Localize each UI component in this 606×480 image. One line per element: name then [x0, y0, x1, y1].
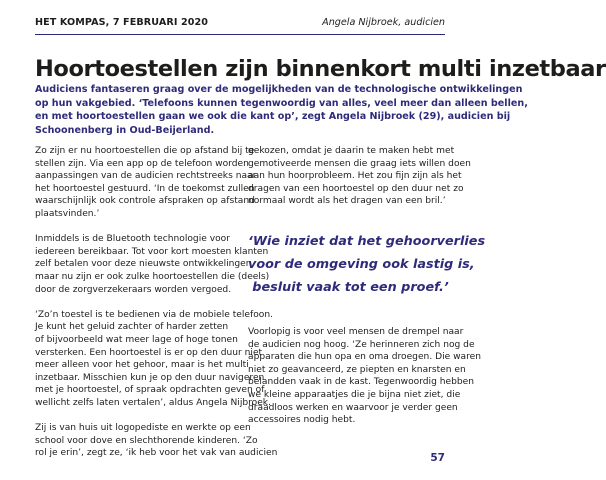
text-line: waarschijnlijk ook controle afspraken op afstand: [35, 196, 255, 207]
text-line: draadloos werken en waarvoor je verder geen: [248, 402, 458, 413]
text-line: besluit vaak tot een proef.’: [252, 279, 449, 295]
text-line: aanpassingen van de audicien rechtstreeks naar: [35, 171, 257, 182]
text-line: iedereen bereikbaar. Tot voor kort moesten klanten: [35, 246, 269, 257]
text-line: maar nu zijn er ook zulke hoortoestellen die (deels): [35, 271, 270, 282]
article-title: Hoortoestellen zijn binnenkort multi inzetbaar: [35, 56, 606, 82]
text-line: meer alleen voor het gehoor, maar is het multi: [35, 360, 249, 371]
text-line: zelf betalen voor deze nieuwste ontwikkelingen,: [35, 259, 255, 270]
text-line: gekozen, omdat je daarin te maken hebt met: [248, 146, 455, 156]
text-line: Je kunt het geluid zachter of harder zetten: [35, 322, 229, 333]
text-line: school voor dove en slechthorende kinderen. ‘Zo: [35, 435, 258, 446]
text-line: stellen zijn. Via een app op de telefoon worden: [35, 158, 249, 169]
text-line: Audiciens fantaseren graag over de mogelijkheden van de technologische ontwikkelingen: [35, 84, 523, 95]
right-column-top: [248, 145, 471, 208]
text-line: voor de omgeving ook lastig is,: [248, 256, 475, 272]
paragraph: [35, 422, 278, 460]
running-header-publication: HET KOMPAS, 7 FEBRUARI 2020: [35, 17, 209, 28]
text-line: op hun vakgebied. ‘Telefoons kunnen tegenwoordig van alles, veel meer dan alleen bellen,: [35, 97, 528, 109]
text-line: gemotiveerde mensen die graag iets willen doen: [248, 158, 471, 169]
text-line: met je hoortoestel, of spraak opdrachten geven of: [35, 385, 265, 396]
paragraph: [248, 326, 482, 427]
text-line: dragen van een hoortoestel op den duur net zo: [248, 183, 464, 194]
text-line: we kleine apparaatjes die je bijna niet ziet, die: [248, 389, 461, 400]
paragraph: [35, 145, 257, 221]
text-line: versterken. Een hoortoestel is er op den duur niet: [35, 347, 263, 358]
text-line: inzetbaar. Misschien kun je op den duur navigeren: [35, 372, 265, 383]
text-line: door de zorgverzekeraars worden vergoed.: [35, 284, 232, 295]
text-line: ‘Wie inziet dat het gehoorverlies: [248, 234, 486, 249]
text-line: belandden vaak in de kast. Tegenwoordig hebben: [248, 377, 475, 388]
header-divider: [35, 34, 445, 35]
text-line: wellicht zelfs laten vertalen’, aldus Angela Nijbroek.: [35, 397, 271, 408]
text-line: plaatsvinden.’: [35, 208, 100, 219]
text-line: accessoires nodig hebt.: [248, 415, 356, 426]
paragraph: [35, 309, 273, 410]
text-line: niet zo geavanceerd, ze piepten en knarsten en: [248, 364, 466, 375]
text-line: Inmiddels is de Bluetooth technologie voor: [35, 234, 230, 245]
text-line: of bijvoorbeeld wat meer lage of hoge tonen: [35, 334, 238, 345]
text-line: ‘Zo’n toestel is te bedienen via de mobiele telefoon.: [35, 309, 273, 320]
text-line: normaal wordt als het dragen van een bril.’: [248, 196, 446, 207]
paragraph: [35, 233, 270, 296]
running-header-author: Angela Nijbroek, audicien: [322, 17, 445, 28]
text-line: aan hun hoorprobleem. Het zou fijn zijn als het: [248, 171, 462, 182]
page-number: 57: [430, 452, 445, 464]
right-column-bottom: [248, 326, 482, 427]
article-lead: [35, 83, 528, 137]
pull-quote: [248, 231, 486, 299]
text-line: rol je erin’, zegt ze, ‘ik heb voor het vak van audicien: [35, 448, 278, 459]
text-line: en met hoortoestellen gaan we ook die kant op’, zegt Angela Nijbroek (29), audicien bij: [35, 111, 511, 122]
text-line: Zij is van huis uit logopediste en werkte op een: [35, 423, 251, 434]
text-line: de audicien nog hoog. ‘Ze herinneren zich nog de: [248, 339, 475, 350]
text-line: apparaten die hun opa en oma droegen. Die waren: [248, 352, 482, 363]
text-line: Voorlopig is voor veel mensen de drempel naar: [248, 327, 464, 337]
text-line: Zo zijn er nu hoortoestellen die op afstand bij te: [35, 146, 255, 156]
left-column: [35, 145, 278, 460]
paragraph: [248, 145, 471, 208]
text-line: het hoortoestel gestuurd. ‘In de toekomst zullen: [35, 183, 255, 194]
text-line: Schoonenberg in Oud-Beijerland.: [35, 124, 215, 136]
